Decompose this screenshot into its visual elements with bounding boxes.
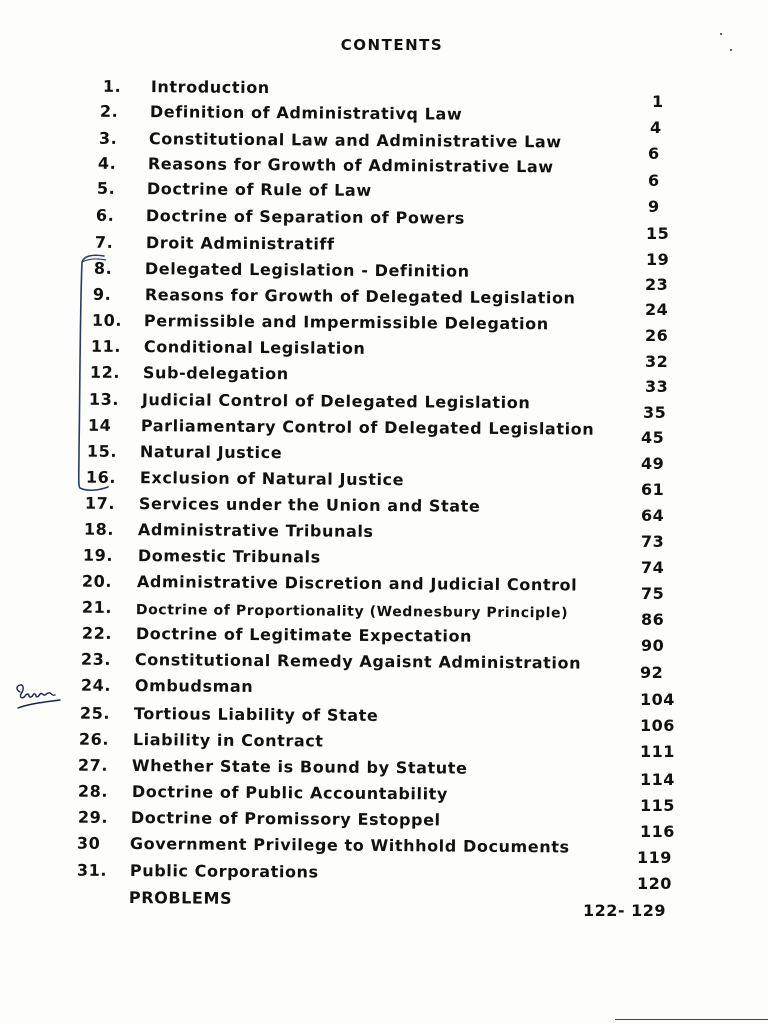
toc-page-number: 26 [645,326,669,345]
toc-page-number: 114 [640,770,675,789]
toc-page-number: 4 [650,118,662,137]
toc-page-number: 92 [640,663,664,682]
toc-page-number: 116 [640,822,675,841]
toc-entry [0,703,660,725]
toc-page-number: 86 [641,610,665,629]
toc-entry-number: 18. [83,519,115,539]
toc-entry-number: 9. [92,284,112,304]
toc-page-number: 61 [641,480,665,499]
speck [730,49,732,51]
toc-entry-number: 20. [81,571,113,591]
toc-entry-number: 10. [91,310,123,330]
toc-page-number: 106 [640,716,675,735]
toc-entry-number: 26. [78,729,110,749]
toc-page-number: 120 [637,874,672,893]
toc-entry [0,675,660,696]
toc-page-number: 111 [640,742,675,761]
toc-entry-number: 15. [86,441,118,461]
toc-entry-title: Conditional Legislation [143,337,366,358]
toc-page-number: 64 [641,506,665,525]
toc-entry [0,153,660,177]
toc-entry-number: 2. [99,101,119,121]
toc-entry-title: Constitutional Remedy Agaisnt Administration [134,650,582,673]
page-edge-line [615,1019,768,1020]
toc-entry [0,729,660,751]
handwritten-bracket [74,250,117,495]
toc-page-number: 15 [646,224,670,243]
toc-entry [0,178,660,200]
toc-entry [0,887,660,908]
toc-entry-number: 14 [87,415,112,435]
toc-entry-title: Droit Administratiff [145,233,335,254]
toc-entry-title: Administrative Tribunals [137,520,374,541]
toc-page-number: 75 [641,584,665,603]
toc-entry-number: 8. [93,258,113,278]
toc-entry-number: 7. [94,232,114,252]
toc-entry-number: 13. [88,389,120,409]
toc-page-number: 1 [652,92,664,111]
toc-entry-title: Judicial Control of Delegated Legislation [141,390,531,413]
toc-page-number: 24 [645,300,669,319]
toc-entry-title: Sub-delegation [142,363,289,384]
toc-entry-title: Natural Justice [139,442,283,463]
toc-entry-number: 31. [76,860,108,880]
toc-entry-number: 19. [82,545,114,565]
handwritten-signature [14,680,66,714]
toc-entry-title: Services under the Union and State [138,494,481,516]
toc-entry-title: Introduction [150,77,270,98]
toc-entry-title: Parliamentary Control of Delegated Legislation [140,416,595,439]
toc-entry-title: Government Privilege to Withhold Documents [129,834,570,857]
toc-entry-title: Doctrine of Separation of Powers [145,206,466,228]
toc-entry-number: 3. [98,128,118,148]
toc-entry-number: 17. [84,493,116,513]
toc-entry-title: Doctrine of Rule of Law [146,179,372,200]
toc-entry [0,232,660,254]
toc-entry [0,76,660,98]
toc-page-number: 6 [648,144,660,163]
toc-entry [0,860,660,882]
toc-entry [0,755,660,778]
toc-page-number: 73 [641,532,665,551]
toc-page-number: 119 [637,848,672,867]
toc-entry-title: PROBLEMS [128,888,233,908]
toc-page-number: 32 [645,352,669,371]
toc-entry-title: Reasons for Growth of Delegated Legislation [144,285,576,308]
toc-entry-title: Exclusion of Natural Justice [139,468,405,490]
toc-entry-title: Definition of Administrativq Law [149,102,463,124]
toc-page-number: 90 [641,636,665,655]
toc-page-number: 6 [648,171,660,190]
toc-page-number: 45 [641,428,665,447]
toc-entry [0,101,660,124]
toc-entry [0,807,660,830]
toc-entry-title: Domestic Tribunals [137,546,321,567]
toc-page-number: 33 [645,377,669,396]
toc-entry [0,545,660,567]
toc-entry-number: 16. [85,467,117,487]
toc-entry-title: Liability in Contract [132,730,324,751]
toc-page-number: 35 [643,403,667,422]
toc-entry-title: Reasons for Growth of Administrative Law [147,154,554,177]
toc-page-number: 23 [645,275,669,294]
toc-entry-title: Doctrine of Public Accountability [131,782,449,804]
toc-entry-title: Administrative Discretion and Judicial Control [136,572,578,595]
toc-entry [0,781,660,804]
toc-page-number: 19 [646,250,670,269]
toc-entry-number: 6. [95,205,115,225]
toc-page-number: 104 [640,690,675,709]
toc-entry-title: Whether State is Bound by Statute [131,756,468,778]
toc-entry [0,833,660,857]
toc-entry-number: 12. [89,362,121,382]
toc-entry-number: 29. [77,807,109,827]
toc-entry-number: 22. [81,623,113,643]
toc-entry-number: 5. [96,178,116,198]
toc-entry-number: 23. [80,649,112,669]
toc-entry-number: 1. [102,76,122,96]
toc-entry-title: Permissible and Impermissible Delegation [143,311,549,334]
toc-entry-number: 27. [77,755,109,775]
toc-entry [0,571,660,595]
toc-entry-title: Public Corporations [129,861,319,882]
toc-entry-number: 24. [80,675,112,695]
toc-entry-title: Doctrine of Proportionality (Wednesbury Principle) [135,602,569,622]
page-title: CONTENTS [340,36,444,54]
speck [720,33,722,35]
toc-entry-title: Delegated Legislation - Definition [144,259,470,281]
toc-entry [0,519,660,541]
toc-entry-number: 21. [81,597,113,617]
toc-page-number: 9 [648,197,660,216]
toc-page-number: 115 [640,796,675,815]
toc-entry-title: Ombudsman [134,676,254,696]
toc-entry-title: Doctrine of Legitimate Expectation [135,624,473,646]
toc-entry-number: 25. [79,703,111,723]
toc-entry-number: 4. [97,153,117,173]
toc-page-number: 49 [641,454,665,473]
toc-entry-number: 28. [77,781,109,801]
toc-entry [0,128,660,152]
toc-entry [0,623,660,646]
toc-page-number: 122- 129 [583,901,667,920]
toc-page-number: 74 [641,558,665,577]
toc-entry-title: Doctrine of Promissory Estoppel [130,808,441,830]
toc-entry-title: Tortious Liability of State [133,704,379,725]
toc-entry-number: 30 [76,833,101,853]
toc-entry-number: 11. [90,336,122,356]
toc-entry-title: Constitutional Law and Administrative Law [148,129,562,152]
toc-entry [0,205,660,228]
toc-entry [0,649,660,673]
